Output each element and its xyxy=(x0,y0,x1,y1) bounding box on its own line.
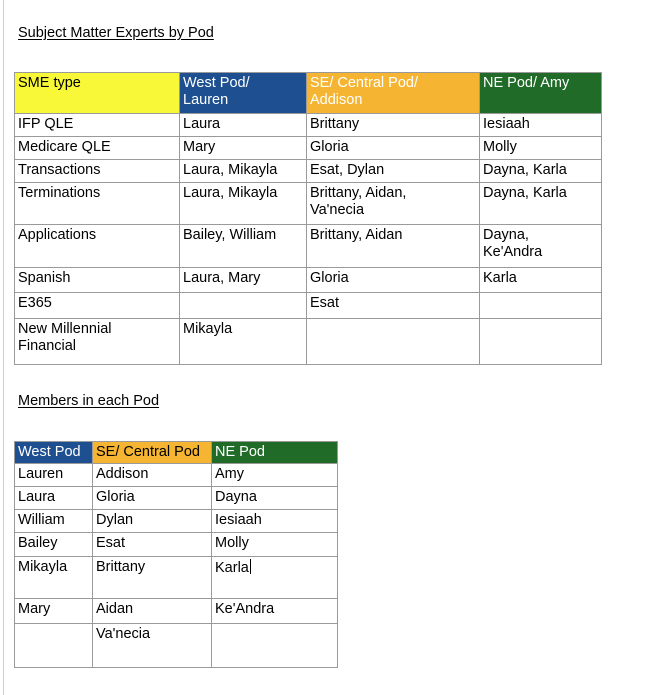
sme-row-spanish xyxy=(15,268,602,293)
member-cell-with-caret[interactable] xyxy=(212,557,338,599)
sme-header-ne-pod[interactable]: NE Pod/ Amy xyxy=(480,73,602,114)
members-row xyxy=(15,464,338,487)
member-cell-text: Karla xyxy=(215,560,249,576)
members-row xyxy=(15,487,338,510)
sme-table xyxy=(14,72,602,365)
member-cell[interactable]: Amy xyxy=(212,464,338,487)
sme-header-west-pod[interactable]: West Pod/ Lauren xyxy=(180,73,307,114)
sme-cell[interactable]: Mary xyxy=(180,137,307,160)
sme-row-e365 xyxy=(15,293,602,319)
members-row xyxy=(15,557,338,599)
sme-row-terminations xyxy=(15,183,602,225)
member-cell[interactable]: Gloria xyxy=(93,487,212,510)
sme-cell[interactable]: Dayna, Karla xyxy=(480,160,602,183)
sme-heading: Subject Matter Experts by Pod xyxy=(18,25,214,41)
sme-cell[interactable]: Transactions xyxy=(15,160,180,183)
sme-cell[interactable]: Brittany, Aidan xyxy=(307,225,480,268)
sme-cell[interactable]: IFP QLE xyxy=(15,114,180,137)
members-header-se-central-pod[interactable]: SE/ Central Pod xyxy=(93,442,212,464)
members-header-ne-pod[interactable]: NE Pod xyxy=(212,442,338,464)
sme-cell[interactable]: Karla xyxy=(480,268,602,293)
member-cell[interactable]: Dylan xyxy=(93,510,212,533)
sme-cell[interactable]: Applications xyxy=(15,225,180,268)
sme-cell[interactable]: Bailey, William xyxy=(180,225,307,268)
members-heading: Members in each Pod xyxy=(18,393,160,409)
text-cursor xyxy=(250,559,251,574)
members-header-west-pod[interactable]: West Pod xyxy=(15,442,93,464)
members-row xyxy=(15,533,338,557)
sme-cell[interactable]: Laura, Mary xyxy=(180,268,307,293)
sme-cell[interactable]: Spanish xyxy=(15,268,180,293)
sme-cell[interactable]: Gloria xyxy=(307,137,480,160)
sme-header-se-central-pod[interactable]: SE/ Central Pod/ Addison xyxy=(307,73,480,114)
sme-cell[interactable]: E365 xyxy=(15,293,180,319)
members-table xyxy=(14,441,338,668)
member-cell[interactable] xyxy=(15,624,93,668)
sme-cell[interactable]: Esat, Dylan xyxy=(307,160,480,183)
sme-cell[interactable] xyxy=(180,293,307,319)
sme-cell[interactable]: New Millennial Financial xyxy=(15,319,180,365)
member-cell[interactable]: Mary xyxy=(15,599,93,624)
sme-cell[interactable] xyxy=(480,293,602,319)
sme-cell[interactable]: Laura, Mikayla xyxy=(180,183,307,225)
sme-cell[interactable]: Brittany xyxy=(307,114,480,137)
sme-cell[interactable]: Dayna, Karla xyxy=(480,183,602,225)
member-cell[interactable]: Esat xyxy=(93,533,212,557)
sme-row-ifp-qle xyxy=(15,114,602,137)
member-cell[interactable]: Bailey xyxy=(15,533,93,557)
member-cell[interactable]: Va'necia xyxy=(93,624,212,668)
sme-header-row xyxy=(15,73,602,114)
sme-cell[interactable] xyxy=(480,319,602,365)
sme-cell[interactable]: Brittany, Aidan, Va'necia xyxy=(307,183,480,225)
sme-cell[interactable]: Molly xyxy=(480,137,602,160)
member-cell[interactable]: Ke'Andra xyxy=(212,599,338,624)
sme-cell[interactable]: Laura xyxy=(180,114,307,137)
member-cell[interactable]: William xyxy=(15,510,93,533)
members-header-row xyxy=(15,442,338,464)
sme-header-sme-type[interactable]: SME type xyxy=(15,73,180,114)
sme-row-transactions xyxy=(15,160,602,183)
sme-cell[interactable]: Iesiaah xyxy=(480,114,602,137)
member-cell[interactable]: Mikayla xyxy=(15,557,93,599)
sme-cell[interactable]: Gloria xyxy=(307,268,480,293)
sme-cell[interactable]: Terminations xyxy=(15,183,180,225)
sme-cell[interactable]: Laura, Mikayla xyxy=(180,160,307,183)
member-cell[interactable]: Addison xyxy=(93,464,212,487)
members-row xyxy=(15,624,338,668)
members-row xyxy=(15,510,338,533)
sme-cell[interactable]: Mikayla xyxy=(180,319,307,365)
member-cell[interactable] xyxy=(212,624,338,668)
members-row xyxy=(15,599,338,624)
sme-cell[interactable]: Medicare QLE xyxy=(15,137,180,160)
sme-cell[interactable] xyxy=(307,319,480,365)
member-cell[interactable]: Laura xyxy=(15,487,93,510)
member-cell[interactable]: Lauren xyxy=(15,464,93,487)
sme-row-medicare-qle xyxy=(15,137,602,160)
sme-cell[interactable]: Esat xyxy=(307,293,480,319)
member-cell[interactable]: Molly xyxy=(212,533,338,557)
member-cell[interactable]: Dayna xyxy=(212,487,338,510)
sme-row-new-millennial-financial xyxy=(15,319,602,365)
member-cell[interactable]: Brittany xyxy=(93,557,212,599)
member-cell[interactable]: Iesiaah xyxy=(212,510,338,533)
sme-cell[interactable]: Dayna, Ke'Andra xyxy=(480,225,602,268)
member-cell[interactable]: Aidan xyxy=(93,599,212,624)
page-left-edge xyxy=(3,0,4,695)
sme-row-applications xyxy=(15,225,602,268)
